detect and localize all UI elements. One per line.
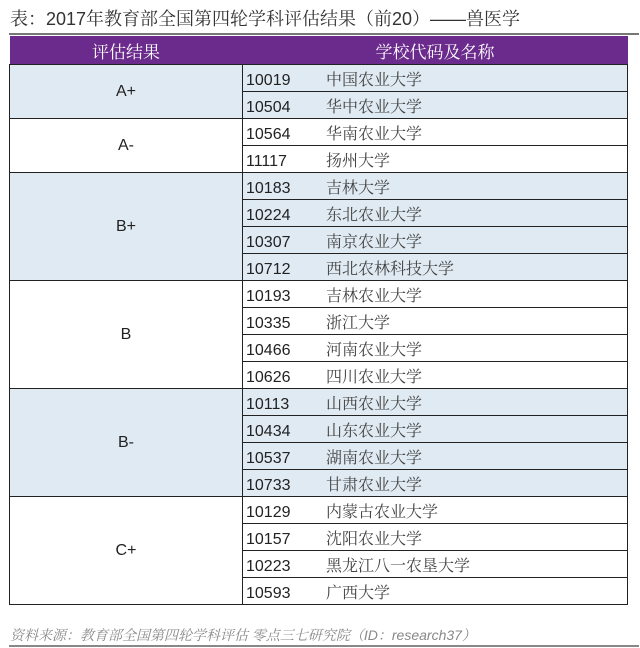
school-cell [243, 551, 628, 578]
school-code: 10193 [246, 287, 291, 305]
school-cell [243, 65, 628, 92]
school-code: 10626 [246, 368, 291, 386]
results-table [9, 36, 628, 605]
school-code: 10564 [246, 125, 291, 143]
school-cell [243, 578, 628, 605]
grade-cell: B [10, 281, 243, 389]
school-cell [243, 497, 628, 524]
table-row [10, 119, 628, 146]
school-name: 吉林农业大学 [326, 285, 423, 305]
school-name: 广西大学 [326, 582, 391, 602]
school-name: 南京农业大学 [326, 231, 423, 251]
table-row [10, 389, 628, 416]
school-code: 10335 [246, 314, 291, 332]
school-cell [243, 416, 628, 443]
table-title: 表：2017年教育部全国第四轮学科评估结果（前20）——兽医学 [10, 9, 521, 29]
school-code: 10183 [246, 179, 291, 197]
table-row [10, 281, 628, 308]
grade-cell: A- [10, 119, 243, 173]
school-cell [243, 335, 628, 362]
school-code: 10537 [246, 449, 291, 467]
table-row [10, 497, 628, 524]
school-code: 10593 [246, 584, 291, 602]
school-name: 沈阳农业大学 [326, 528, 423, 548]
school-name: 内蒙古农业大学 [326, 501, 439, 521]
school-code: 10223 [246, 557, 291, 575]
school-code: 10733 [246, 476, 291, 494]
school-code: 10434 [246, 422, 291, 440]
school-name: 华南农业大学 [326, 123, 423, 143]
school-name: 吉林大学 [326, 177, 391, 197]
grade-cell: B+ [10, 173, 243, 281]
school-code: 11117 [246, 152, 287, 170]
header-grade: 评估结果 [10, 36, 243, 65]
school-cell [243, 389, 628, 416]
school-code: 10712 [246, 260, 291, 278]
table-row [10, 173, 628, 200]
school-cell [243, 308, 628, 335]
school-cell [243, 146, 628, 173]
footer-divider [9, 645, 639, 647]
school-cell [243, 470, 628, 497]
grade-cell: B- [10, 389, 243, 497]
school-cell [243, 200, 628, 227]
school-cell [243, 254, 628, 281]
school-code: 10019 [246, 71, 291, 89]
school-code: 10224 [246, 206, 291, 224]
grade-cell: C+ [10, 497, 243, 605]
header-school: 学校代码及名称 [243, 36, 628, 65]
title-divider [9, 33, 639, 35]
school-cell [243, 362, 628, 389]
school-code: 10129 [246, 503, 291, 521]
school-name: 黑龙江八一农垦大学 [326, 555, 471, 575]
school-cell [243, 524, 628, 551]
school-name: 东北农业大学 [326, 204, 423, 224]
school-cell [243, 227, 628, 254]
school-cell [243, 92, 628, 119]
school-name: 河南农业大学 [326, 339, 423, 359]
school-name: 甘肃农业大学 [326, 474, 423, 494]
school-name: 华中农业大学 [326, 96, 423, 116]
school-code: 10157 [246, 530, 291, 548]
school-name: 四川农业大学 [326, 366, 423, 386]
school-name: 山东农业大学 [326, 420, 423, 440]
school-cell [243, 443, 628, 470]
school-code: 10113 [246, 395, 290, 413]
source-note: 资料来源：教育部全国第四轮学科评估 零点三七研究院（ID：research37） [10, 627, 476, 643]
table-row [10, 65, 628, 92]
school-code: 10504 [246, 98, 291, 116]
school-name: 中国农业大学 [326, 69, 423, 89]
school-name: 西北农林科技大学 [326, 258, 455, 278]
school-name: 山西农业大学 [326, 393, 423, 413]
school-name: 扬州大学 [326, 150, 391, 170]
school-name: 浙江大学 [326, 312, 391, 332]
school-code: 10307 [246, 233, 291, 251]
school-name: 湖南农业大学 [326, 447, 423, 467]
school-code: 10466 [246, 341, 291, 359]
school-cell [243, 173, 628, 200]
grade-cell: A+ [10, 65, 243, 119]
school-cell [243, 281, 628, 308]
school-cell [243, 119, 628, 146]
